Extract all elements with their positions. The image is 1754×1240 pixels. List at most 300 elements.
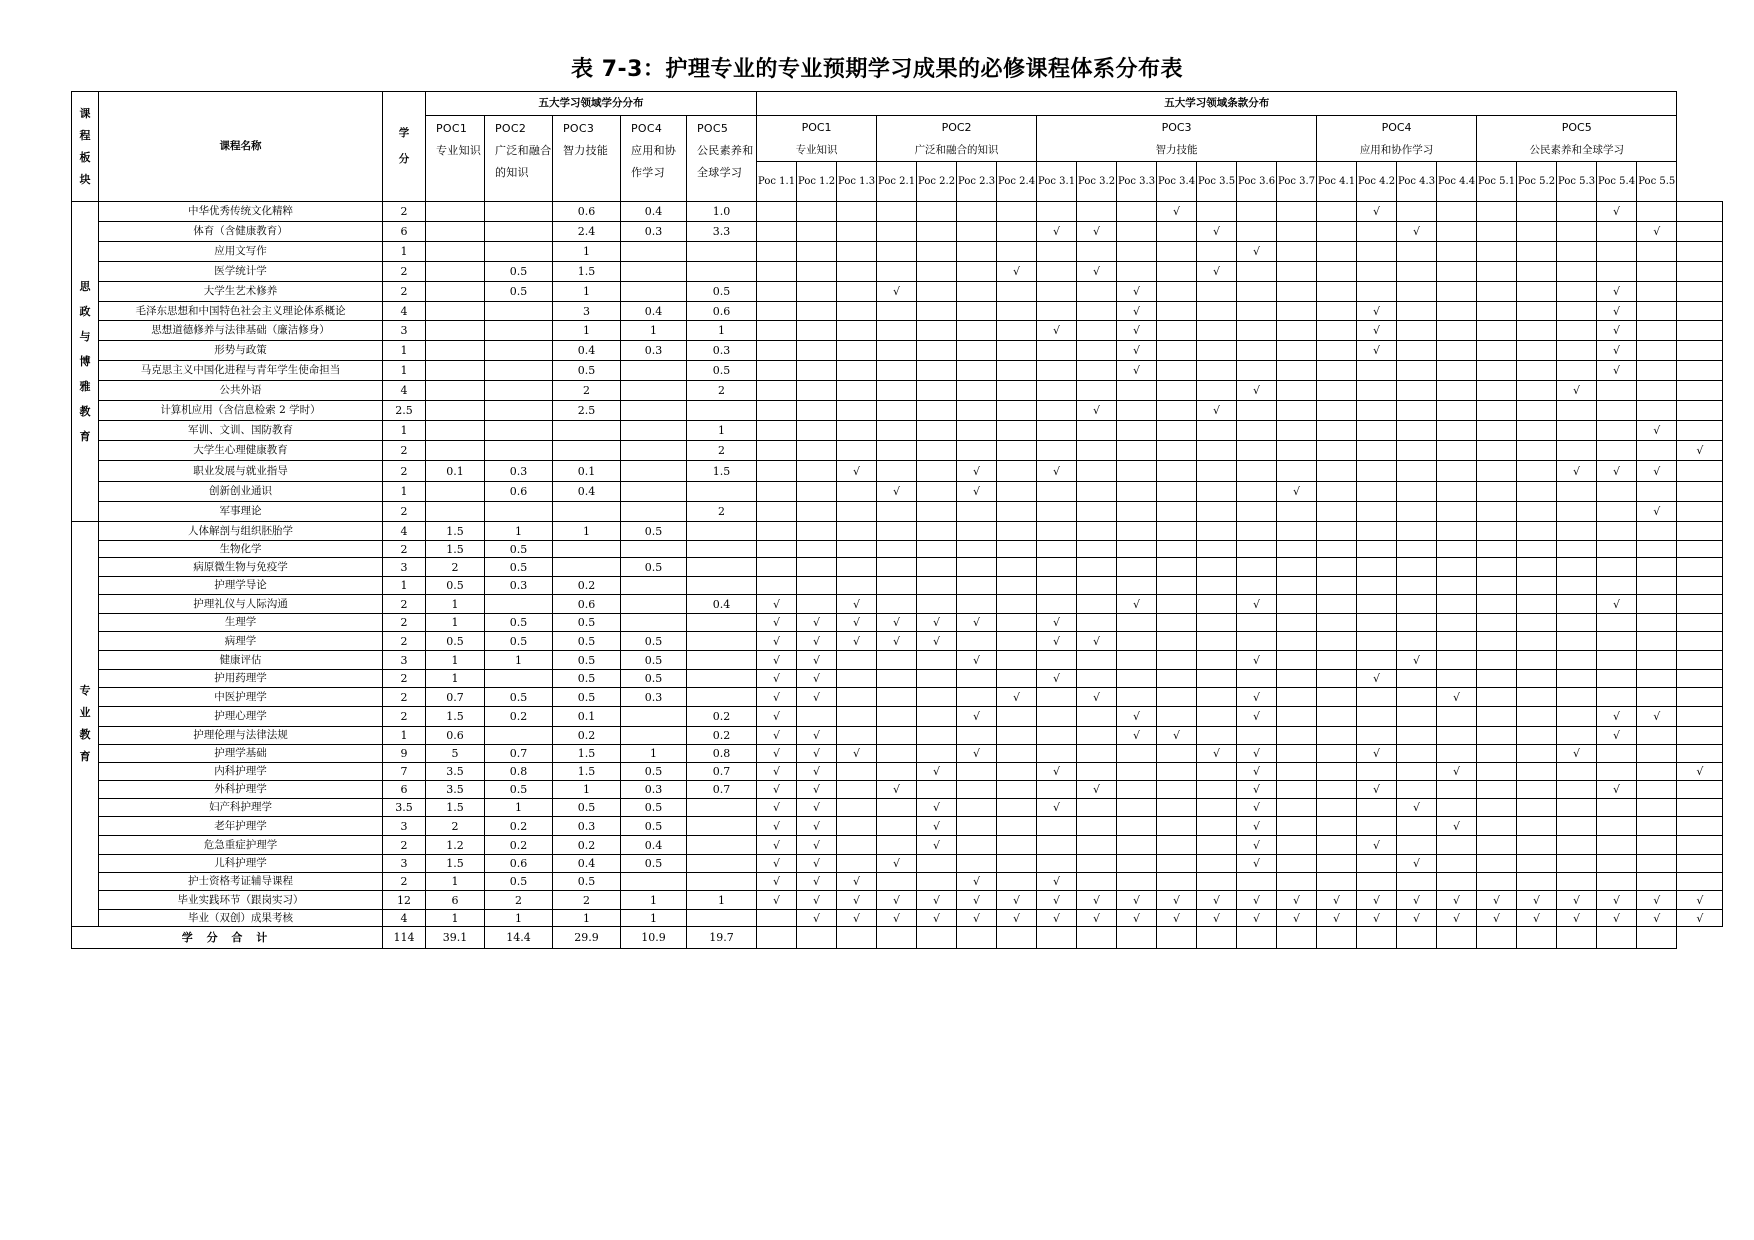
check-mark: √ — [1677, 763, 1723, 781]
empty-cell — [997, 222, 1037, 242]
empty-cell — [1517, 799, 1557, 817]
check-mark: √ — [1077, 781, 1117, 799]
empty-cell — [757, 321, 797, 341]
poc-credit-value: 0.1 — [553, 707, 621, 727]
sub-clause-header: Poc 2.2 — [917, 162, 957, 202]
empty-cell — [1397, 321, 1437, 341]
empty-cell — [877, 401, 917, 421]
poc-credit-value: 1 — [485, 522, 553, 541]
check-mark: √ — [1037, 799, 1077, 817]
poc-name: 广泛和融合的知识 — [495, 144, 552, 179]
empty-cell — [1437, 482, 1477, 502]
empty-cell — [1677, 302, 1723, 321]
empty-cell — [1317, 361, 1357, 381]
empty-cell — [1317, 341, 1357, 361]
poc-credit-value — [687, 242, 757, 262]
empty-cell — [1277, 321, 1317, 341]
empty-cell — [1437, 282, 1477, 302]
poc-credit-value: 2 — [687, 381, 757, 401]
empty-cell — [1157, 381, 1197, 401]
empty-cell — [877, 727, 917, 745]
table-row — [72, 421, 1723, 441]
table-row — [72, 910, 1723, 927]
poc-credit-value: 0.5 — [426, 577, 485, 595]
check-mark: √ — [797, 763, 837, 781]
table-body — [72, 92, 1723, 949]
empty-cell — [1437, 670, 1477, 688]
page-title: 表 7-3：护理专业的专业预期学习成果的必修课程体系分布表 — [571, 57, 1183, 82]
empty-cell — [1357, 614, 1397, 632]
empty-cell — [1637, 441, 1677, 461]
poc-credit-value — [426, 202, 485, 222]
empty-cell — [1237, 361, 1277, 381]
poc-credit-value: 1 — [553, 781, 621, 799]
empty-cell — [1437, 441, 1477, 461]
empty-cell — [1637, 727, 1677, 745]
sub-clause-header: Poc 3.5 — [1197, 162, 1237, 202]
empty-cell — [1637, 745, 1677, 763]
check-mark: √ — [1117, 910, 1157, 927]
poc-credit-value: 1 — [621, 745, 687, 763]
course-name: 护士资格考证辅导课程 — [99, 873, 383, 891]
empty-cell — [1597, 222, 1637, 242]
empty-cell — [997, 745, 1037, 763]
empty-cell — [1517, 707, 1557, 727]
check-mark: √ — [757, 688, 797, 707]
empty-cell — [837, 482, 877, 502]
empty-cell — [1437, 577, 1477, 595]
empty-cell — [1397, 558, 1437, 577]
empty-cell — [1317, 577, 1357, 595]
empty-cell — [1197, 441, 1237, 461]
empty-cell — [1117, 763, 1157, 781]
check-mark: √ — [797, 688, 837, 707]
empty-cell — [877, 341, 917, 361]
empty-cell — [1517, 614, 1557, 632]
poc-credit-value: 0.5 — [621, 855, 687, 873]
empty-cell — [1117, 222, 1157, 242]
empty-cell — [1197, 927, 1237, 949]
empty-cell — [1117, 781, 1157, 799]
empty-cell — [1037, 688, 1077, 707]
empty-cell — [1477, 632, 1517, 651]
check-mark: √ — [1477, 910, 1517, 927]
poc-credit-value — [621, 873, 687, 891]
empty-cell — [1397, 502, 1437, 522]
empty-cell — [1077, 202, 1117, 222]
empty-cell — [1157, 873, 1197, 891]
poc-credit-value: 0.6 — [485, 855, 553, 873]
empty-cell — [1117, 242, 1157, 262]
empty-cell — [1397, 577, 1437, 595]
empty-cell — [837, 222, 877, 242]
empty-cell — [997, 836, 1037, 855]
poc-credit-value: 0.3 — [621, 341, 687, 361]
sub-clause-header: Poc 2.1 — [877, 162, 917, 202]
table-row — [72, 873, 1723, 891]
check-mark: √ — [757, 817, 797, 836]
course-name: 病理学 — [99, 632, 383, 651]
poc-credit-value — [621, 707, 687, 727]
check-mark: √ — [1077, 910, 1117, 927]
credit-header: 学 分 — [383, 92, 426, 202]
empty-cell — [957, 763, 997, 781]
empty-cell — [1517, 222, 1557, 242]
empty-cell — [1397, 688, 1437, 707]
empty-cell — [1317, 441, 1357, 461]
empty-cell — [1077, 461, 1117, 482]
course-credit: 2 — [383, 836, 426, 855]
empty-cell — [997, 817, 1037, 836]
check-mark: √ — [997, 262, 1037, 282]
poc-credit-value: 0.4 — [621, 836, 687, 855]
empty-cell — [997, 855, 1037, 873]
empty-cell — [1357, 688, 1397, 707]
empty-cell — [1237, 522, 1277, 541]
empty-cell — [837, 577, 877, 595]
empty-cell — [1557, 202, 1597, 222]
empty-cell — [1197, 836, 1237, 855]
empty-cell — [1037, 381, 1077, 401]
empty-cell — [1237, 321, 1277, 341]
check-mark: √ — [1157, 910, 1197, 927]
poc-credit-value: 1.5 — [553, 262, 621, 282]
poc-credit-value: 0.8 — [485, 763, 553, 781]
poc-credit-value: 1.5 — [426, 799, 485, 817]
poc-credit-value — [426, 361, 485, 381]
empty-cell — [877, 651, 917, 670]
empty-cell — [1277, 670, 1317, 688]
empty-cell — [1557, 577, 1597, 595]
check-mark: √ — [917, 763, 957, 781]
empty-cell — [1517, 282, 1557, 302]
empty-cell — [1077, 745, 1117, 763]
empty-cell — [837, 817, 877, 836]
poc-credit-value — [687, 799, 757, 817]
check-mark: √ — [757, 727, 797, 745]
empty-cell — [877, 502, 917, 522]
empty-cell — [997, 541, 1037, 558]
empty-cell — [917, 651, 957, 670]
poc-credit-value: 0.5 — [621, 632, 687, 651]
empty-cell — [1437, 651, 1477, 670]
poc-name: 广泛和融合的知识 — [914, 143, 999, 156]
empty-cell — [1677, 836, 1723, 855]
empty-cell — [997, 873, 1037, 891]
check-mark: √ — [1237, 763, 1277, 781]
empty-cell — [1437, 502, 1477, 522]
table-row — [72, 836, 1723, 855]
empty-cell — [1157, 745, 1197, 763]
check-mark: √ — [1437, 891, 1477, 910]
check-mark: √ — [1357, 836, 1397, 855]
empty-cell — [1117, 688, 1157, 707]
empty-cell — [957, 781, 997, 799]
check-mark: √ — [1037, 910, 1077, 927]
poc-credit-value: 0.2 — [687, 727, 757, 745]
empty-cell — [1157, 817, 1197, 836]
course-credit: 2 — [383, 632, 426, 651]
empty-cell — [1157, 577, 1197, 595]
poc-code: POC1 — [436, 122, 468, 135]
check-mark: √ — [1277, 910, 1317, 927]
course-credit: 1 — [383, 341, 426, 361]
empty-cell — [797, 522, 837, 541]
empty-cell — [837, 421, 877, 441]
empty-cell — [957, 632, 997, 651]
course-credit: 2 — [383, 541, 426, 558]
check-mark: √ — [1157, 202, 1197, 222]
table-row — [72, 341, 1723, 361]
check-mark: √ — [1597, 727, 1637, 745]
poc-credit-value: 0.5 — [485, 558, 553, 577]
poc-credit-value: 0.3 — [485, 577, 553, 595]
course-credit: 2 — [383, 670, 426, 688]
poc-credit-value: 3 — [553, 302, 621, 321]
poc-credit-value: 1 — [687, 891, 757, 910]
course-credit: 2 — [383, 873, 426, 891]
empty-cell — [917, 341, 957, 361]
empty-cell — [1197, 302, 1237, 321]
empty-cell — [1637, 577, 1677, 595]
empty-cell — [1357, 558, 1397, 577]
empty-cell — [1517, 781, 1557, 799]
empty-cell — [997, 341, 1037, 361]
empty-cell — [877, 595, 917, 614]
empty-cell — [837, 763, 877, 781]
check-mark: √ — [1597, 910, 1637, 927]
empty-cell — [957, 595, 997, 614]
course-name: 思想道德修养与法律基础（廉洁修身） — [99, 321, 383, 341]
course-credit: 3 — [383, 651, 426, 670]
check-mark: √ — [917, 817, 957, 836]
empty-cell — [1157, 321, 1197, 341]
empty-cell — [1437, 632, 1477, 651]
empty-cell — [1397, 381, 1437, 401]
poc-credit-value: 0.5 — [553, 688, 621, 707]
empty-cell — [1077, 614, 1117, 632]
poc-credit-value: 0.5 — [426, 632, 485, 651]
empty-cell — [1317, 688, 1357, 707]
check-mark: √ — [1397, 855, 1437, 873]
check-mark: √ — [1357, 341, 1397, 361]
empty-cell — [1277, 836, 1317, 855]
check-mark: √ — [757, 614, 797, 632]
check-mark: √ — [1597, 282, 1637, 302]
empty-cell — [1157, 302, 1197, 321]
check-mark: √ — [1357, 302, 1397, 321]
empty-cell — [1157, 262, 1197, 282]
course-name: 毕业（双创）成果考核 — [99, 910, 383, 927]
course-name: 护理学基础 — [99, 745, 383, 763]
empty-cell — [1677, 242, 1723, 262]
poc-credit-value — [621, 502, 687, 522]
poc-credit-value — [621, 461, 687, 482]
empty-cell — [997, 670, 1037, 688]
course-name: 军事理论 — [99, 502, 383, 522]
table-row — [72, 855, 1723, 873]
empty-cell — [1677, 282, 1723, 302]
empty-cell — [1157, 670, 1197, 688]
check-mark: √ — [757, 632, 797, 651]
check-mark: √ — [797, 614, 837, 632]
check-mark: √ — [1197, 745, 1237, 763]
course-credit: 2 — [383, 441, 426, 461]
poc-credit-value — [485, 401, 553, 421]
poc-name: 智力技能 — [1155, 143, 1198, 156]
empty-cell — [1597, 421, 1637, 441]
empty-cell — [837, 401, 877, 421]
empty-cell — [1397, 595, 1437, 614]
check-mark: √ — [1237, 817, 1277, 836]
poc-credit-value — [426, 341, 485, 361]
empty-cell — [1277, 799, 1317, 817]
empty-cell — [1077, 836, 1117, 855]
empty-cell — [1637, 614, 1677, 632]
poc-credit-value: 0.3 — [621, 222, 687, 242]
empty-cell — [1197, 670, 1237, 688]
empty-cell — [1637, 670, 1677, 688]
empty-cell — [1277, 745, 1317, 763]
empty-cell — [1157, 282, 1197, 302]
empty-cell — [797, 558, 837, 577]
empty-cell — [1637, 595, 1677, 614]
empty-cell — [1157, 482, 1197, 502]
poc-credit-value — [485, 321, 553, 341]
poc-credit-value: 0.5 — [485, 781, 553, 799]
check-mark: √ — [797, 873, 837, 891]
empty-cell — [1117, 927, 1157, 949]
check-mark: √ — [917, 614, 957, 632]
sub-clause-header: Poc 3.3 — [1117, 162, 1157, 202]
empty-cell — [917, 595, 957, 614]
poc-name: 公民素养和全球学习 — [697, 144, 754, 179]
poc-credit-value — [687, 482, 757, 502]
check-mark: √ — [877, 282, 917, 302]
empty-cell — [1117, 482, 1157, 502]
empty-cell — [957, 381, 997, 401]
empty-cell — [1237, 670, 1277, 688]
empty-cell — [957, 577, 997, 595]
check-mark: √ — [1117, 361, 1157, 381]
empty-cell — [757, 222, 797, 242]
empty-cell — [877, 202, 917, 222]
table-row — [72, 401, 1723, 421]
empty-cell — [1037, 541, 1077, 558]
check-mark: √ — [757, 799, 797, 817]
table-row — [72, 502, 1723, 522]
poc-credit-value: 1 — [485, 910, 553, 927]
check-mark: √ — [1237, 781, 1277, 799]
empty-cell — [1037, 482, 1077, 502]
empty-cell — [1437, 522, 1477, 541]
poc-credit-value — [485, 361, 553, 381]
empty-cell — [1677, 614, 1723, 632]
empty-cell — [1597, 688, 1637, 707]
empty-cell — [1197, 242, 1237, 262]
empty-cell — [957, 855, 997, 873]
poc-credit-value: 1.5 — [553, 763, 621, 781]
empty-cell — [757, 482, 797, 502]
empty-cell — [1077, 855, 1117, 873]
empty-cell — [1557, 441, 1597, 461]
empty-cell — [1517, 441, 1557, 461]
check-mark: √ — [1157, 727, 1197, 745]
check-mark: √ — [1037, 670, 1077, 688]
empty-cell — [1637, 799, 1677, 817]
empty-cell — [757, 202, 797, 222]
empty-cell — [1237, 873, 1277, 891]
poc-credit-value: 1 — [426, 614, 485, 632]
poc-credit-value: 0.2 — [687, 707, 757, 727]
empty-cell — [1557, 651, 1597, 670]
table-row — [72, 302, 1723, 321]
poc-credit-value — [485, 421, 553, 441]
sub-clause-header: Poc 5.3 — [1557, 162, 1597, 202]
empty-cell — [1077, 302, 1117, 321]
empty-cell — [1637, 836, 1677, 855]
poc-credit-value — [485, 302, 553, 321]
check-mark: √ — [917, 799, 957, 817]
empty-cell — [837, 202, 877, 222]
empty-cell — [1637, 262, 1677, 282]
check-mark: √ — [1597, 302, 1637, 321]
empty-cell — [1557, 321, 1597, 341]
empty-cell — [1677, 401, 1723, 421]
course-name: 老年护理学 — [99, 817, 383, 836]
empty-cell — [1557, 670, 1597, 688]
poc-credit-value: 0.5 — [621, 670, 687, 688]
empty-cell — [1677, 341, 1723, 361]
poc-credit-value: 0.5 — [485, 632, 553, 651]
check-mark: √ — [1037, 614, 1077, 632]
empty-cell — [917, 688, 957, 707]
empty-cell — [917, 361, 957, 381]
empty-cell — [877, 302, 917, 321]
check-mark: √ — [1437, 910, 1477, 927]
empty-cell — [1557, 873, 1597, 891]
empty-cell — [957, 302, 997, 321]
empty-cell — [1477, 855, 1517, 873]
poc-credit-value: 6 — [426, 891, 485, 910]
check-mark: √ — [1037, 321, 1077, 341]
clause-group-header-4 — [1317, 116, 1477, 162]
empty-cell — [837, 670, 877, 688]
empty-cell — [1277, 522, 1317, 541]
empty-cell — [1317, 817, 1357, 836]
empty-cell — [1037, 302, 1077, 321]
poc-credit-value: 0.4 — [687, 595, 757, 614]
empty-cell — [957, 401, 997, 421]
empty-cell — [957, 222, 997, 242]
empty-cell — [1277, 401, 1317, 421]
poc-credit-value: 0.5 — [553, 873, 621, 891]
poc-credit-value: 0.6 — [485, 482, 553, 502]
table-row — [72, 927, 1723, 949]
course-credit: 9 — [383, 745, 426, 763]
empty-cell — [1437, 707, 1477, 727]
check-mark: √ — [1517, 891, 1557, 910]
empty-cell — [1037, 242, 1077, 262]
check-mark: √ — [1157, 891, 1197, 910]
sub-clause-header: Poc 1.3 — [837, 162, 877, 202]
check-mark: √ — [757, 670, 797, 688]
empty-cell — [1037, 927, 1077, 949]
empty-cell — [797, 441, 837, 461]
empty-cell — [1197, 873, 1237, 891]
empty-cell — [877, 441, 917, 461]
total-poc-credit: 19.7 — [687, 927, 757, 949]
